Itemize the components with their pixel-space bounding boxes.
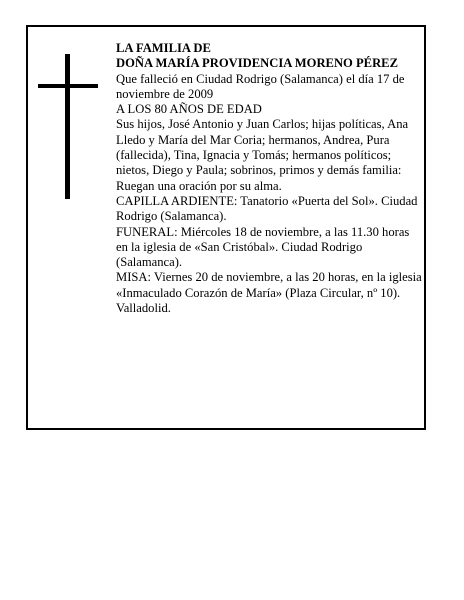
notice-header-name: DOÑA MARÍA PROVIDENCIA MORENO PÉREZ [116,56,398,71]
cross-horizontal-bar [38,84,98,88]
cross-vertical-bar [65,54,70,199]
funeral-info: FUNERAL: Miércoles 18 de noviembre, a las 11.30 horas en la iglesia de «San Cristóbal». Ciudad Rodrigo (Salamanca). [116,224,410,270]
prayer-line: Ruegan una oración por su alma. [116,178,282,193]
notice-text [116,41,422,316]
relatives-list: Sus hijos, José Antonio y Juan Carlos; hijas políticas, Ana Lledo y María del Mar Coria; hermanos, Andrea, Pura (fallecida), Tina, Ignacia y Tomás; hermanos políticos; nietos, Diego y Paula; sobrinos, primos y demás familia: [116,117,409,178]
chapel-info: CAPILLA ARDIENTE: Tanatorio «Puerta del Sol». Ciudad Rodrigo (Salamanca). [116,193,418,224]
age-line: A LOS 80 AÑOS DE EDAD [116,102,262,117]
obituary-notice [26,25,426,430]
mass-info: MISA: Viernes 20 de noviembre, a las 20 horas, en la iglesia «Inmaculado Corazón de María» (Plaza Circular, nº 10). Valladolid. [116,270,422,316]
death-info: Que falleció en Ciudad Rodrigo (Salamanca) el día 17 de noviembre de 2009 [116,71,405,101]
notice-header-family: LA FAMILIA DE [116,41,211,55]
cross-icon [38,54,98,199]
